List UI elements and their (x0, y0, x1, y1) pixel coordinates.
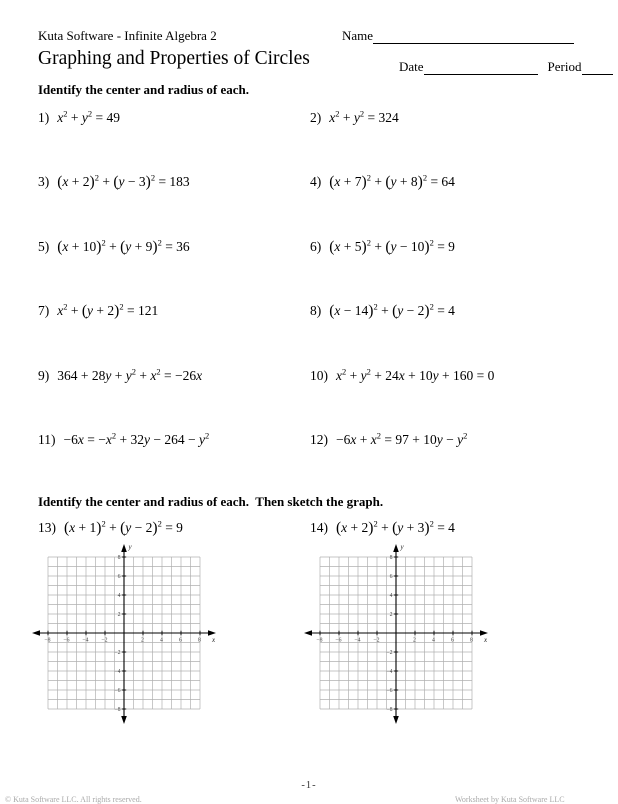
problem-10 (310, 366, 608, 431)
problem-7-number: 7) (38, 303, 50, 319)
svg-text:−2: −2 (101, 637, 108, 644)
problem-list-1 (38, 108, 608, 496)
svg-text:−6: −6 (386, 688, 393, 694)
name-blank-line (373, 29, 574, 44)
problem-13-number: 13) (38, 519, 56, 535)
problem-10-number: 10) (310, 367, 328, 383)
problem-6-equation: $(x + 5)^2 + (y - 10)^2 = 9$ (329, 237, 455, 256)
svg-text:2: 2 (141, 637, 144, 644)
svg-text:6: 6 (451, 637, 454, 644)
brand-text: Kuta Software - Infinite Algebra 2 (38, 28, 217, 43)
coordinate-grid-problem-13 (28, 543, 224, 725)
svg-text:−8: −8 (114, 707, 121, 713)
svg-text:6: 6 (179, 637, 182, 644)
svg-text:−8: −8 (44, 637, 51, 644)
svg-text:2: 2 (413, 637, 416, 644)
problem-14-equation: $(x + 2)^2 + (y + 3)^2 = 4$ (336, 518, 455, 537)
problem-4-number: 4) (310, 174, 322, 190)
problem-3-number: 3) (38, 174, 50, 190)
problem-8 (310, 302, 608, 367)
problem-11-number: 11) (38, 432, 56, 448)
svg-text:−2: −2 (373, 637, 380, 644)
date-label: Date (399, 59, 424, 74)
page-number: -1- (301, 780, 317, 791)
svg-text:6: 6 (389, 574, 393, 580)
problem-9 (38, 366, 310, 431)
problem-1-number: 1) (38, 109, 50, 125)
svg-text:4: 4 (389, 593, 393, 599)
coordinate-grid-problem-14 (300, 543, 496, 725)
svg-text:−6: −6 (335, 637, 342, 644)
svg-text:2: 2 (117, 612, 121, 618)
problem-1 (38, 108, 310, 173)
svg-text:−2: −2 (386, 650, 393, 656)
svg-text:6: 6 (117, 574, 121, 580)
svg-text:8: 8 (389, 555, 393, 561)
svg-text:2: 2 (389, 612, 393, 618)
problem-7-equation: $x^2 + (y + 2)^2 = 121$ (57, 301, 159, 320)
date-period-fields (399, 59, 613, 75)
name-field (342, 28, 574, 44)
svg-text:8: 8 (470, 637, 473, 644)
problem-6 (310, 237, 608, 302)
problem-11 (38, 431, 310, 496)
svg-text:4: 4 (117, 593, 121, 599)
svg-text:−4: −4 (354, 637, 361, 644)
problem-4-equation: $(x + 7)^2 + (y + 8)^2 = 64$ (329, 172, 455, 191)
svg-text:−6: −6 (63, 637, 70, 644)
problem-12-equation: $-6x + x^2 = 97 + 10y - y^2$ (336, 430, 468, 448)
period-label: Period (547, 59, 582, 74)
problem-1-equation: $x^2 + y^2 = 49$ (57, 108, 120, 125)
svg-text:y: y (400, 543, 404, 551)
problem-10-equation: $x^2 + y^2 + 24x + 10y + 160 = 0$ (336, 366, 495, 383)
svg-text:4: 4 (432, 637, 435, 644)
svg-text:−6: −6 (114, 688, 121, 694)
problem-8-number: 8) (310, 303, 322, 319)
footer-clipped-right-text: Worksheet by Kuta Software LLC (455, 795, 565, 804)
problem-5-equation: $(x + 10)^2 + (y + 9)^2 = 36$ (57, 237, 190, 256)
svg-text:4: 4 (160, 637, 163, 644)
svg-text:−8: −8 (386, 707, 393, 713)
problem-5-number: 5) (38, 238, 50, 254)
problem-8-equation: $(x - 14)^2 + (y - 2)^2 = 4$ (329, 301, 455, 320)
problem-4 (310, 173, 608, 238)
svg-text:−2: −2 (114, 650, 121, 656)
svg-text:−4: −4 (114, 669, 121, 675)
svg-text:8: 8 (198, 637, 201, 644)
svg-text:x: x (484, 636, 488, 644)
svg-text:−4: −4 (82, 637, 89, 644)
problem-2-number: 2) (310, 109, 322, 125)
svg-text:−8: −8 (316, 637, 323, 644)
section1-heading: Identify the center and radius of each. (38, 82, 250, 97)
section2-heading: Identify the center and radius of each. Then sketch the graph. (38, 494, 384, 509)
problem-12-number: 12) (310, 432, 328, 448)
problem-12 (310, 431, 608, 496)
svg-text:8: 8 (117, 555, 121, 561)
problem-13-equation: $(x + 1)^2 + (y - 2)^2 = 9$ (64, 518, 183, 537)
date-blank-line (424, 60, 538, 75)
problem-2-equation: $x^2 + y^2 = 324$ (329, 108, 399, 125)
page-title: Graphing and Properties of Circles (38, 48, 310, 69)
svg-text:y: y (128, 543, 132, 551)
problem-3-equation: $(x + 2)^2 + (y - 3)^2 = 183$ (57, 172, 190, 191)
problem-14 (310, 518, 608, 537)
problem-5 (38, 237, 310, 302)
svg-text:x: x (212, 636, 216, 644)
problem-14-number: 14) (310, 519, 328, 535)
problem-3 (38, 173, 310, 238)
problem-7 (38, 302, 310, 367)
period-blank-line (582, 60, 613, 75)
problem-13 (38, 518, 310, 537)
name-label: Name (342, 28, 374, 43)
problem-11-equation: $-6x = -x^2 + 32y - 264 - y^2$ (63, 430, 210, 448)
problem-9-number: 9) (38, 367, 50, 383)
problem-2 (310, 108, 608, 173)
problem-9-equation: $364 + 28y + y^2 + x^2 = -26x$ (57, 366, 203, 383)
svg-text:−4: −4 (386, 669, 393, 675)
footer-clipped-left-text: © Kuta Software LLC. All rights reserved. (5, 795, 142, 804)
problem-list-2 (38, 518, 608, 537)
problem-6-number: 6) (310, 238, 322, 254)
